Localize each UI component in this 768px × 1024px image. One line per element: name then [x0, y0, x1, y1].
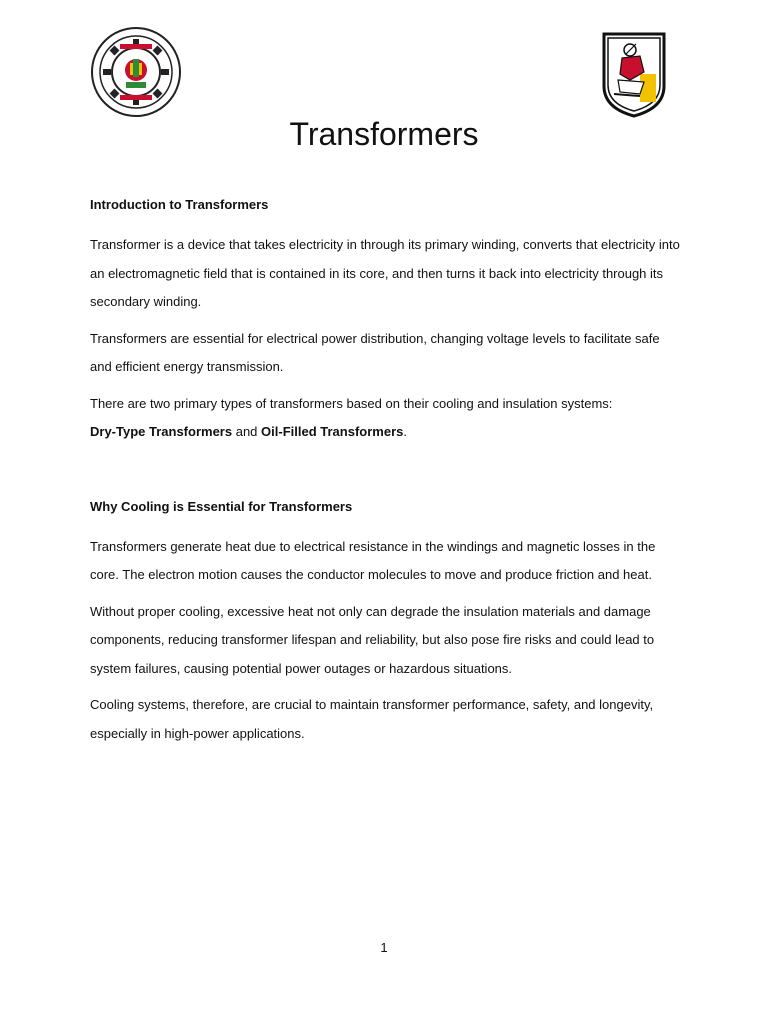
paragraph-types	[90, 390, 680, 447]
university-seal-logo	[90, 26, 182, 118]
sentence-end: .	[403, 424, 407, 439]
document-body	[90, 193, 680, 756]
oil-filled-term: Oil-Filled Transformers	[261, 424, 404, 439]
section-heading-introduction: Introduction to Transformers	[90, 197, 269, 212]
page-number: 1	[380, 940, 388, 955]
dry-type-term: Dry-Type Transformers	[90, 424, 233, 439]
paragraph: Transformers are essential for electrical power distribution, changing voltage levels to facilitate safe and efficient energy transmission.	[90, 330, 660, 374]
faculty-shield-logo	[600, 30, 668, 118]
paragraph: Cooling systems, therefore, are crucial to maintain transformer performance, safety, and longevity, especially in high-power applications.	[90, 697, 654, 741]
paragraph: Without proper cooling, excessive heat not only can degrade the insulation materials and damage components, reducing transformer lifespan and reliability, but also pose fire risks and could lead to system failures, causing potential power outages or hazardous situations.	[90, 603, 655, 676]
document-title: Transformers	[289, 116, 479, 152]
section-heading-cooling: Why Cooling is Essential for Transformers	[90, 498, 353, 514]
conjunction-text: and	[235, 424, 258, 439]
paragraph-types-intro: There are two primary types of transformers based on their cooling and insulation systems:	[90, 395, 613, 411]
paragraph: Transformer is a device that takes electricity in through its primary winding, converts that electricity into an electromagnetic field that is contained in its core, and then turns it back into electricity through its secondary winding.	[90, 237, 680, 309]
paragraph: Transformers generate heat due to electrical resistance in the windings and magnetic losses in the core. The electron motion causes the conductor molecules to move and produce friction and heat.	[90, 538, 656, 582]
